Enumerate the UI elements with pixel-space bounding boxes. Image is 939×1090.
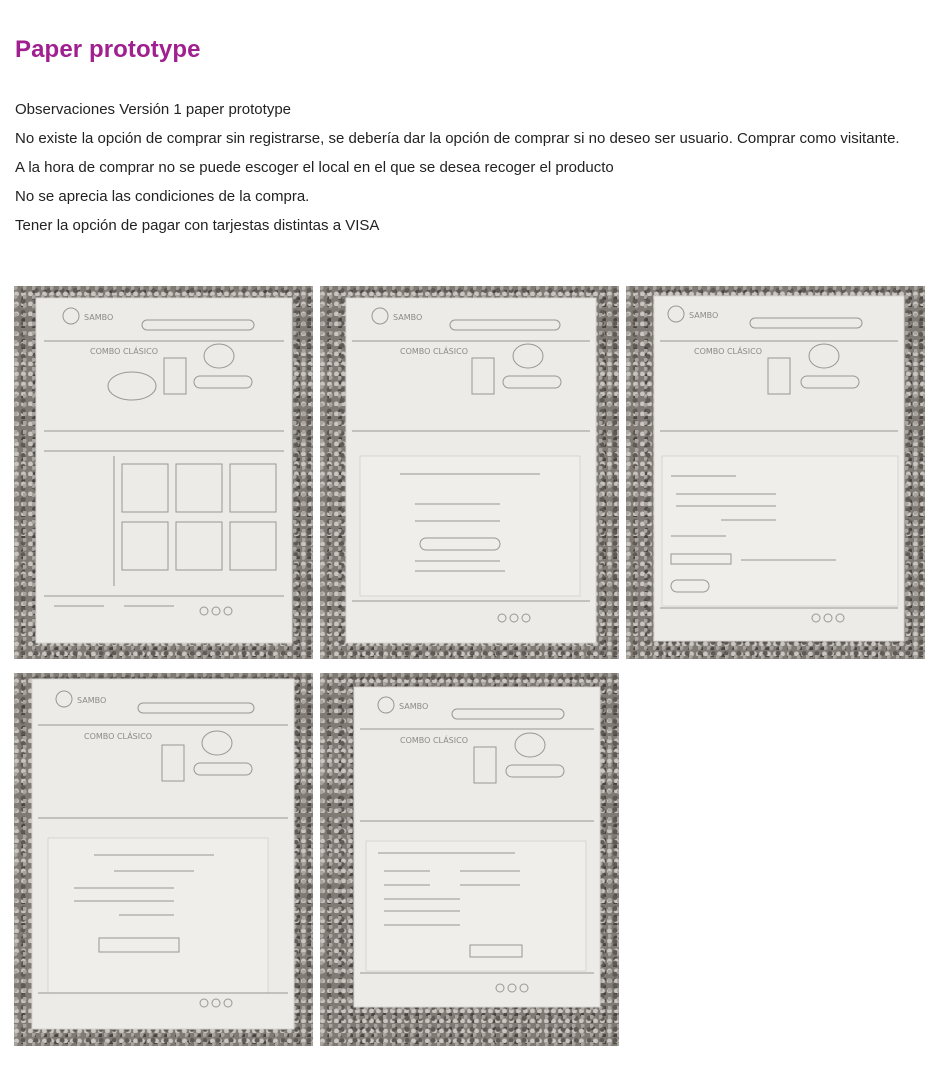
prototype-photo-catalog — [14, 286, 313, 659]
observation-item: No existe la opción de comprar sin registrarse, se debería dar la opción de comprar si no deseo ser usuario. Comprar como visitante. — [15, 130, 900, 147]
svg-text:SAMBO: SAMBO — [77, 696, 107, 705]
svg-text:COMBO CLÁSICO: COMBO CLÁSICO — [694, 347, 762, 356]
observation-item: A la hora de comprar no se puede escoger el local en el que se desea recoger el producto — [15, 159, 614, 176]
svg-text:SAMBO: SAMBO — [393, 313, 423, 322]
page-title: Paper prototype — [15, 36, 201, 63]
svg-text:SAMBO: SAMBO — [399, 702, 429, 711]
sketch-brand: SAMBO — [84, 313, 114, 322]
prototype-photo-login — [320, 286, 619, 659]
prototype-photo-payment — [626, 286, 925, 659]
svg-text:COMBO CLÁSICO: COMBO CLÁSICO — [400, 736, 468, 745]
sketch-hero-title: COMBO CLÁSICO — [90, 347, 158, 356]
observation-item: Tener la opción de pagar con tarjestas distintas a VISA — [15, 217, 380, 234]
observation-item: No se aprecia las condiciones de la compra. — [15, 188, 310, 205]
observations — [15, 101, 922, 246]
svg-text:SAMBO: SAMBO — [689, 311, 719, 320]
observations-heading: Observaciones Versión 1 paper prototype — [15, 101, 291, 118]
svg-text:COMBO CLÁSICO: COMBO CLÁSICO — [400, 347, 468, 356]
prototype-photo-confirmation — [14, 673, 313, 1046]
svg-text:COMBO CLÁSICO: COMBO CLÁSICO — [84, 732, 152, 741]
prototype-photo-registration — [320, 673, 619, 1046]
